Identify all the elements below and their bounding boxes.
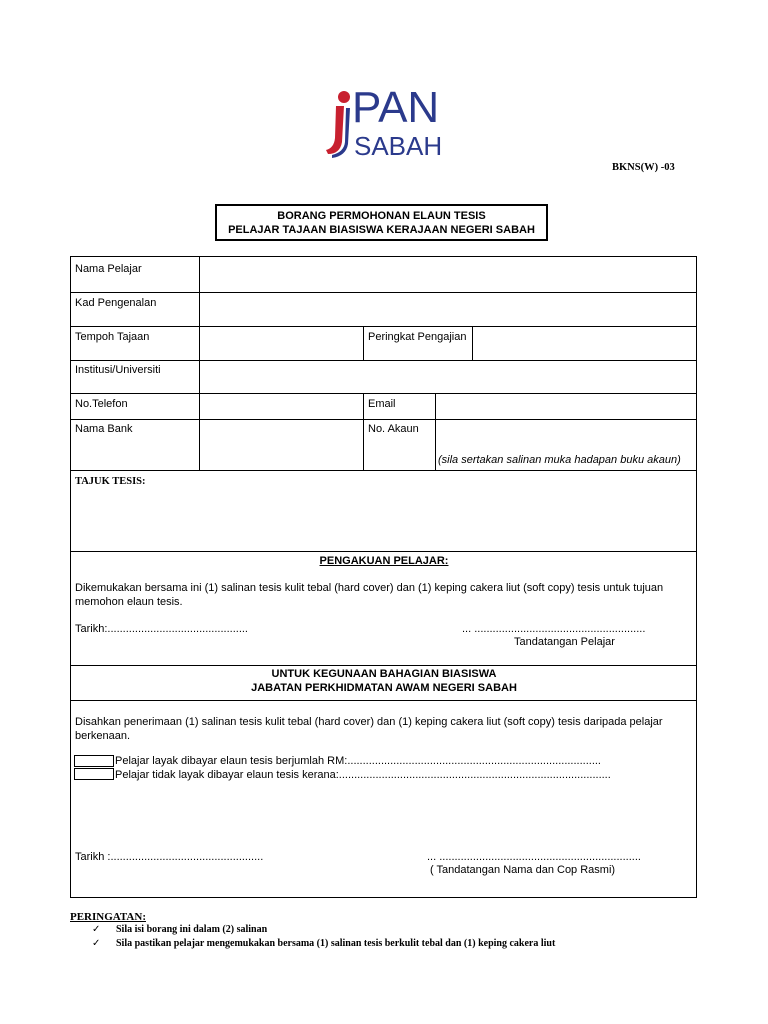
label-nama-pelajar: Nama Pelajar [75, 263, 142, 275]
label-tempoh-tajaan: Tempoh Tajaan [75, 331, 150, 343]
logo-text-sabah: SABAH [354, 131, 443, 161]
input-peringkat-pengajian[interactable] [473, 327, 696, 360]
input-kad-pengenalan[interactable] [200, 293, 696, 326]
label-peringkat-pengajian: Peringkat Pengajian [368, 331, 467, 343]
pengakuan-text-line2: memohon elaun tesis. [75, 596, 183, 608]
notes-heading: PERINGATAN: [70, 911, 146, 923]
official-heading-1: UNTUK KEGUNAAN BAHAGIAN BIASISWA [271, 668, 497, 680]
input-email[interactable] [436, 394, 696, 419]
option-tidak-layak: Pelajar tidak layak dibayar elaun tesis kerana:......................................................................................... [115, 769, 611, 781]
label-kad-pengenalan: Kad Pengenalan [75, 297, 157, 309]
jpan-sabah-logo [322, 83, 443, 161]
pengakuan-text-line1: Dikemukakan bersama ini (1) salinan tesis kulit tebal (hard cover) dan (1) keping cakera liut (soft copy) tesis untuk tujuan [75, 582, 664, 594]
label-no-akaun: No. Akaun [368, 423, 419, 435]
official-sign-line[interactable]: ... .................................................................. [427, 851, 641, 863]
application-form [70, 256, 697, 898]
input-institusi[interactable] [200, 361, 696, 393]
input-nama-bank[interactable] [200, 420, 362, 470]
check-icon: ✓ [92, 924, 101, 935]
check-icon: ✓ [92, 938, 101, 949]
note-item: ✓ Sila isi borang ini dalam (2) salinan [92, 924, 268, 935]
label-email: Email [368, 398, 396, 410]
label-tajuk-tesis: TAJUK TESIS: [75, 476, 146, 487]
option-layak: Pelajar layak dibayar elaun tesis berjumlah RM:................................................................................... [115, 755, 601, 767]
checkbox-tidak-layak[interactable] [74, 768, 114, 780]
pengakuan-sign-line[interactable]: ... ........................................................ [462, 623, 646, 635]
label-no-telefon: No.Telefon [75, 398, 128, 410]
official-heading-2: JABATAN PERKHIDMATAN AWAM NEGERI SABAH [251, 682, 517, 694]
checkbox-layak[interactable] [74, 755, 114, 767]
form-title-line2: PELAJAR TAJAAN BIASISWA KERAJAAN NEGERI SABAH [228, 224, 535, 236]
official-sign-label: ( Tandatangan Nama dan Cop Rasmi) [430, 864, 616, 876]
pengakuan-sign-label: Tandatangan Pelajar [514, 636, 615, 648]
form-title-box [215, 204, 548, 241]
logo-text-pan: PAN [352, 83, 440, 132]
form-code: BKNS(W) -03 [612, 162, 675, 173]
form-title-line1: BORANG PERMOHONAN ELAUN TESIS [277, 210, 486, 222]
pengakuan-heading: PENGAKUAN PELAJAR: [319, 555, 449, 567]
official-tarikh[interactable]: Tarikh :.................................................. [75, 851, 264, 863]
official-text-line2: berkenaan. [75, 730, 131, 742]
note-item: ✓ Sila pastikan pelajar mengemukakan bersama (1) salinan tesis berkulit tebal dan (1) keping cakera liut [92, 938, 556, 949]
official-text-line1: Disahkan penerimaan (1) salinan tesis kulit tebal (hard cover) dan (1) keping cakera liut (soft copy) tesis daripada pelajar [75, 716, 663, 728]
label-institusi: Institusi/Universiti [75, 364, 161, 376]
notes-section [70, 911, 555, 951]
pengakuan-tarikh[interactable]: Tarikh:.............................................. [75, 623, 248, 635]
input-nama-pelajar[interactable] [200, 258, 696, 291]
input-tajuk-tesis[interactable] [72, 489, 696, 549]
akaun-note: (sila sertakan salinan muka hadapan buku akaun) [438, 454, 681, 466]
notes-list [70, 923, 555, 951]
label-nama-bank: Nama Bank [75, 423, 133, 435]
input-no-telefon[interactable] [200, 394, 362, 419]
input-tempoh-tajaan[interactable] [200, 327, 362, 360]
